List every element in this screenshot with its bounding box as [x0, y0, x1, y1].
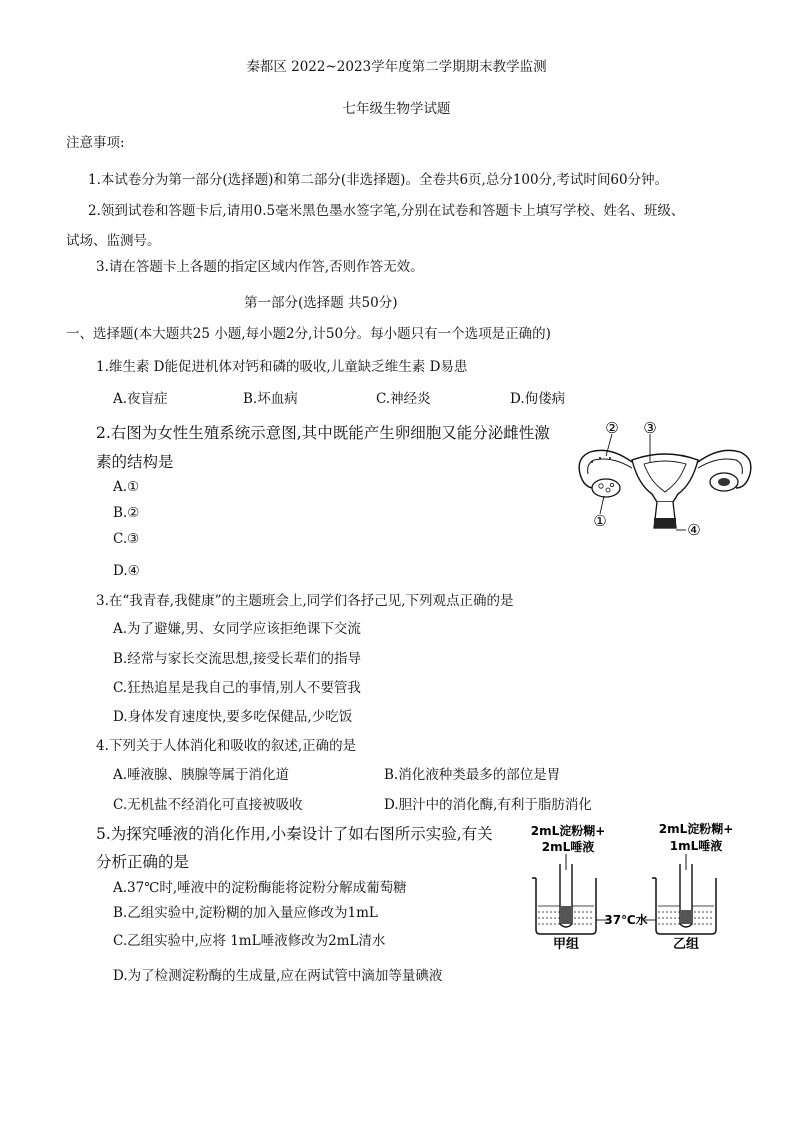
- notice-item-3: 3.请在答题卡上各题的指定区域内作答,否则作答无效。: [96, 259, 424, 275]
- q4-stem: 4.下列关于人体消化和吸收的叙述,正确的是: [96, 738, 357, 754]
- notice-item-1: 1.本试卷分为第一部分(选择题)和第二部分(非选择题)。全卷共6页,总分100分,考试时间60分钟。: [88, 172, 669, 188]
- q3-stem: 3.在“我青春,我健康”的主题班会上,同学们各抒己见,下列观点正确的是: [96, 593, 514, 609]
- q3-option-a: A.为了避嫌,男、女同学应该拒绝课下交流: [113, 621, 361, 637]
- group-a-name: 甲组: [552, 937, 580, 950]
- group-b-top-label: 2mL淀粉糊+: [658, 822, 734, 836]
- q5-option-d: D.为了检测淀粉酶的生成量,应在两试管中滴加等量碘液: [113, 968, 443, 984]
- water-temperature-label: 37℃水: [604, 913, 648, 927]
- part1-heading: 第一部分(选择题 共50分): [244, 295, 398, 311]
- q2-option-c: C.③: [113, 531, 140, 547]
- q2-option-d: D.④: [113, 563, 140, 579]
- q5-stem-line2: 分析正确的是: [96, 853, 190, 871]
- notice-heading: 注意事项:: [66, 135, 125, 151]
- q5-stem-line1: 5.为探究唾液的消化作用,小秦设计了如右图所示实验,有关: [96, 825, 493, 843]
- saliva-experiment-figure: [522, 820, 752, 950]
- q1-option-b: B.坏血病: [243, 391, 298, 407]
- q1-option-a: A.夜盲症: [113, 391, 168, 407]
- group-a-top-label: 2mL淀粉糊+: [530, 824, 606, 838]
- q3-option-c: C.狂热追星是我自己的事情,别人不要管我: [113, 680, 361, 696]
- notice-item-2-cont: 试场、监测号。: [66, 233, 161, 249]
- q1-stem: 1.维生素 D能促进机体对钙和磷的吸收,儿童缺乏维生素 D易患: [96, 359, 468, 375]
- q4-option-c: C.无机盐不经消化可直接被吸收: [113, 797, 303, 813]
- q2-option-b: B.②: [113, 505, 140, 521]
- exam-subtitle: 七年级生物学试题: [342, 101, 451, 117]
- label-circle-1: ①: [593, 512, 607, 530]
- group-b-name: 乙组: [672, 937, 700, 950]
- exam-title: 秦都区 2022~2023学年度第二学期期末教学监测: [246, 59, 547, 75]
- q5-option-a: A.37℃时,唾液中的淀粉酶能将淀粉分解成葡萄糖: [113, 880, 407, 896]
- q2-stem-line2: 素的结构是: [96, 453, 174, 471]
- q5-option-c: C.乙组实验中,应将 1mL唾液修改为2mL清水: [113, 933, 386, 949]
- notice-item-2: 2.领到试卷和答题卡后,请用0.5毫米黑色墨水签字笔,分别在试卷和答题卡上填写学校、姓名、班级、: [88, 203, 685, 219]
- group-a-bottom-label: 2mL唾液: [541, 840, 595, 854]
- q4-option-d: D.胆汁中的消化酶,有利于脂肪消化: [384, 797, 592, 813]
- label-circle-3: ③: [643, 419, 657, 437]
- q1-option-c: C.神经炎: [376, 391, 431, 407]
- section-heading: 一、选择题(本大题共25 小题,每小题2分,计50分。每小题只有一个选项是正确的): [66, 326, 551, 342]
- reproductive-system-figure: [570, 418, 760, 540]
- q1-option-d: D.佝偻病: [510, 391, 566, 407]
- label-circle-4: ④: [687, 521, 701, 539]
- group-b-bottom-label: 1mL唾液: [669, 839, 723, 853]
- q3-option-d: D.身体发育速度快,要多吃保健品,少吃饭: [113, 709, 353, 725]
- q5-option-b: B.乙组实验中,淀粉糊的加入量应修改为1mL: [113, 905, 378, 921]
- label-circle-2: ②: [605, 419, 619, 437]
- q4-option-a: A.唾液腺、胰腺等属于消化道: [113, 767, 290, 783]
- q2-stem-line1: 2.右图为女性生殖系统示意图,其中既能产生卵细胞又能分泌雌性激: [96, 424, 550, 442]
- q3-option-b: B.经常与家长交流思想,接受长辈们的指导: [113, 651, 362, 667]
- q2-option-a: A.①: [113, 479, 140, 495]
- q4-option-b: B.消化液种类最多的部位是胃: [384, 767, 561, 783]
